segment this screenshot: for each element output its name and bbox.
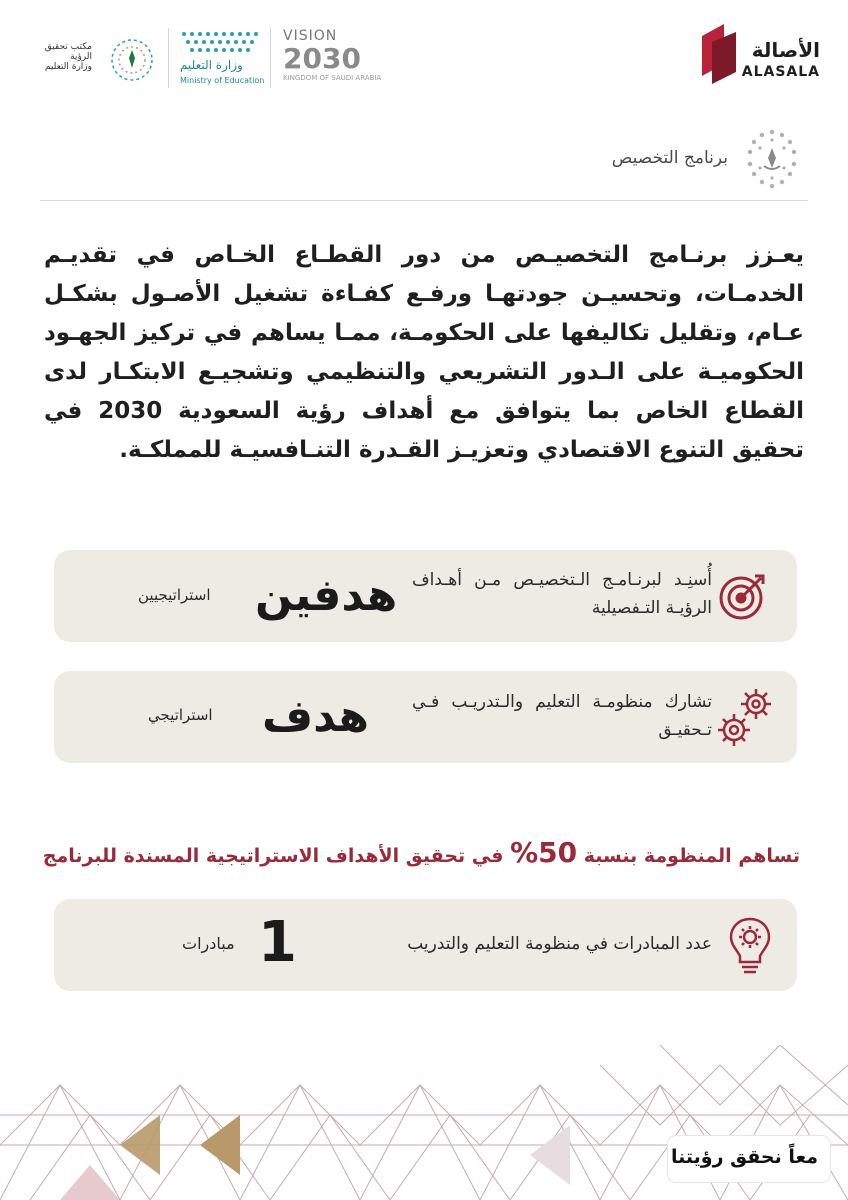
intro-paragraph: يعـزز برنـامج التخصيـص من دور القطـاع الخـاص في تقديـم الخدمـات، وتحسيـن جودتهـا ورفـع كفـاءة تشغيل الأصـول بشكـل عـام، وتقليل تكاليفها على الحكومـة، ممـا يساهم في تركيز الجهـود الحكوميـة على الـدور التشريعي والتنظيمي وتشجيـع الابتكـار لدى القطاع الخاص بما يتوافق مع أهداف رؤية السعودية 2030 في تحقيق التنوع الاقتصادي وتعزيـز القـدرة التنـافسيـة للمملكـة. <box>44 242 804 463</box>
initiatives-count: 1 <box>258 910 297 975</box>
moe-name-ar: وزارة التعليم <box>180 58 243 72</box>
goals-description: أُسنِـد لبرنـامـج الـتخصيـص مـن أهـداف الرؤيـة التـفصيلية <box>412 570 712 618</box>
program-emblem-icon <box>736 128 808 192</box>
divider <box>40 200 808 201</box>
goal-unit: استراتيجي <box>148 706 213 724</box>
footer-slogan: معاً نحقق رؤيتنا <box>670 1146 818 1168</box>
vision-label: VISION <box>283 28 338 44</box>
office-label: مكتب تحقيق الرؤية وزارة التعليم <box>44 42 92 72</box>
vision-subtitle: KINGDOM OF SAUDI ARABIA <box>283 74 382 82</box>
program-title: برنامج التخصيص <box>611 148 728 168</box>
divider <box>168 28 169 88</box>
goals-unit: استراتيجيين <box>138 586 211 604</box>
gears-icon <box>712 684 776 752</box>
contribution-statement: تساهم المنظومة بنسبة 50% في تحقيق الأهداف الاستراتيجية المسندة للبرنامج <box>42 836 800 869</box>
target-icon <box>715 570 769 624</box>
alasala-name-en: ALASALA <box>741 64 820 80</box>
goal-description: تشارك منظومـة التعليم والـتدريـب فـي تـحقيـق <box>412 692 712 740</box>
vision-year: 2030 <box>283 42 361 75</box>
goals-count: هدفين <box>255 570 398 621</box>
contribution-percent: 50% <box>510 836 578 869</box>
initiatives-description: عدد المبادرات في منظومة التعليم والتدريب <box>407 934 712 954</box>
divider <box>270 28 271 88</box>
emblem-icon <box>108 36 156 84</box>
goal-count: هدف <box>262 691 370 742</box>
lightbulb-gear-icon <box>728 916 772 976</box>
alasala-name-ar: الأصالة <box>751 38 820 62</box>
moe-name-en: Ministry of Education <box>180 76 265 85</box>
alasala-logo-mark <box>702 24 736 84</box>
initiatives-unit: مبادرات <box>182 934 235 953</box>
moe-logo-icon <box>180 30 258 54</box>
